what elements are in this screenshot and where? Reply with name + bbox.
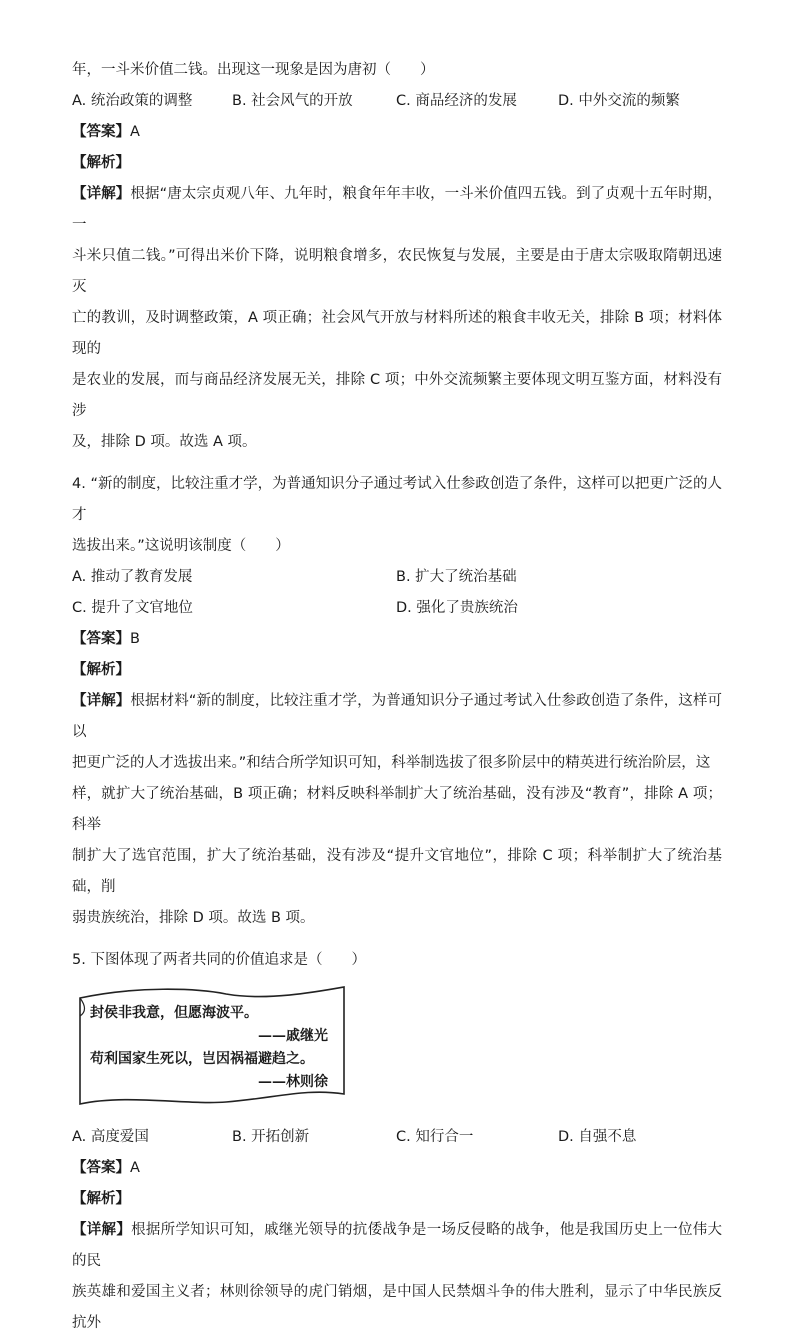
q5-analysis	[72, 1184, 722, 1215]
detail-tag: 【详解】	[72, 693, 131, 709]
detail-line: 斗米只值二钱。”可得出米价下降，说明粮食增多，农民恢复与发展，主要是由于唐太宗吸取隋朝迅速灭	[72, 248, 722, 295]
q3-answer	[72, 117, 722, 148]
scroll-poem-figure	[76, 984, 348, 1108]
q4-answer	[72, 624, 722, 655]
q4-detail	[72, 686, 722, 934]
q5-option-c[interactable]: C. 知行合一	[396, 1129, 474, 1145]
detail-line: 根据所学知识可知，戚继光领导的抗倭战争是一场反侵略的战争，他是我国历史上一位伟大的民	[72, 1222, 723, 1269]
detail-line: 根据材料“新的制度，比较注重才学，为普通知识分子通过考试入仕参政创造了条件，这样可以	[72, 693, 723, 740]
poem-text	[90, 1002, 336, 1094]
answer-tag: 【答案】	[72, 124, 130, 140]
answer-value: A	[130, 124, 140, 140]
q5-detail	[72, 1215, 722, 1339]
q4-option-c[interactable]: C. 提升了文官地位	[72, 600, 193, 616]
detail-line: 制扩大了选官范围，扩大了统治基础，没有涉及“提升文官地位”，排除 C 项；科举制扩大了统治基础，削	[72, 848, 722, 895]
q4-option-b[interactable]: B. 扩大了统治基础	[396, 569, 517, 585]
q4-option-a[interactable]: A. 推动了教育发展	[72, 569, 193, 585]
answer-tag: 【答案】	[72, 1160, 130, 1176]
q3-analysis	[72, 148, 722, 179]
poem-author: ——戚继光	[258, 1028, 328, 1044]
poem-line: 封侯非我意，但愿海波平。	[90, 1005, 258, 1021]
detail-line: 样，就扩大了统治基础，B 项正确；材料反映科举制扩大了统治基础，没有涉及“教育”，排除 A 项；科举	[72, 786, 722, 833]
q5-option-b[interactable]: B. 开拓创新	[232, 1129, 310, 1145]
q3-option-c[interactable]: C. 商品经济的发展	[396, 93, 517, 109]
q5-options	[72, 1122, 722, 1153]
q3-options	[72, 86, 722, 117]
q4-options-row2	[72, 593, 722, 624]
poem-author: ——林则徐	[258, 1074, 328, 1090]
q4-options-row1	[72, 562, 722, 593]
q4-stem-line: 选拔出来。”这说明该制度（ ）	[72, 538, 290, 554]
analysis-tag: 【解析】	[72, 1191, 130, 1207]
q3-option-a[interactable]: A. 统治政策的调整	[72, 93, 193, 109]
answer-tag: 【答案】	[72, 631, 130, 647]
detail-line: 根据“唐太宗贞观八年、九年时，粮食年年丰收，一斗米价值四五钱。到了贞观十五年时期，一	[72, 186, 723, 233]
detail-line: 族英雄和爱国主义者；林则徐领导的虎门销烟，是中国人民禁烟斗争的伟大胜利，显示了中华民族反抗外	[72, 1284, 722, 1331]
detail-line: 亡的教训，及时调整政策，A 项正确；社会风气开放与材料所述的粮食丰收无关，排除 B 项；材料体现的	[72, 310, 722, 357]
detail-line: 把更广泛的人才选拔出来。”和结合所学知识可知，科举制选拔了很多阶层中的精英进行统治阶层，这	[72, 755, 711, 771]
detail-tag: 【详解】	[72, 1222, 132, 1238]
q4-option-d[interactable]: D. 强化了贵族统治	[396, 600, 518, 616]
answer-value: A	[130, 1160, 140, 1176]
q5-stem: 5. 下图体现了两者共同的价值追求是（ ）	[72, 952, 366, 968]
detail-line: 及，排除 D 项。故选 A 项。	[72, 434, 257, 450]
document-page	[72, 60, 722, 1339]
q3-stem-tail: 年，一斗米价值二钱。出现这一现象是因为唐初（ ）	[72, 62, 435, 78]
q4-stem-line: 4. “新的制度，比较注重才学，为普通知识分子通过考试入仕参政创造了条件，这样可以把更广泛的人才	[72, 476, 722, 523]
poem-line: 苟利国家生死以，岂因祸福避趋之。	[90, 1051, 314, 1067]
analysis-tag: 【解析】	[72, 155, 130, 171]
q4-analysis	[72, 655, 722, 686]
answer-value: B	[130, 631, 140, 647]
q5-option-a[interactable]: A. 高度爱国	[72, 1129, 149, 1145]
detail-tag: 【详解】	[72, 186, 131, 202]
q3-option-b[interactable]: B. 社会风气的开放	[232, 93, 353, 109]
detail-line: 弱贵族统治，排除 D 项。故选 B 项。	[72, 910, 315, 926]
q3-option-d[interactable]: D. 中外交流的频繁	[558, 93, 680, 109]
q3-detail	[72, 179, 722, 458]
q5-option-d[interactable]: D. 自强不息	[558, 1129, 637, 1145]
analysis-tag: 【解析】	[72, 662, 130, 678]
detail-line: 是农业的发展，而与商品经济发展无关，排除 C 项；中外交流频繁主要体现文明互鉴方面，材料没有涉	[72, 372, 722, 419]
q5-answer	[72, 1153, 722, 1184]
